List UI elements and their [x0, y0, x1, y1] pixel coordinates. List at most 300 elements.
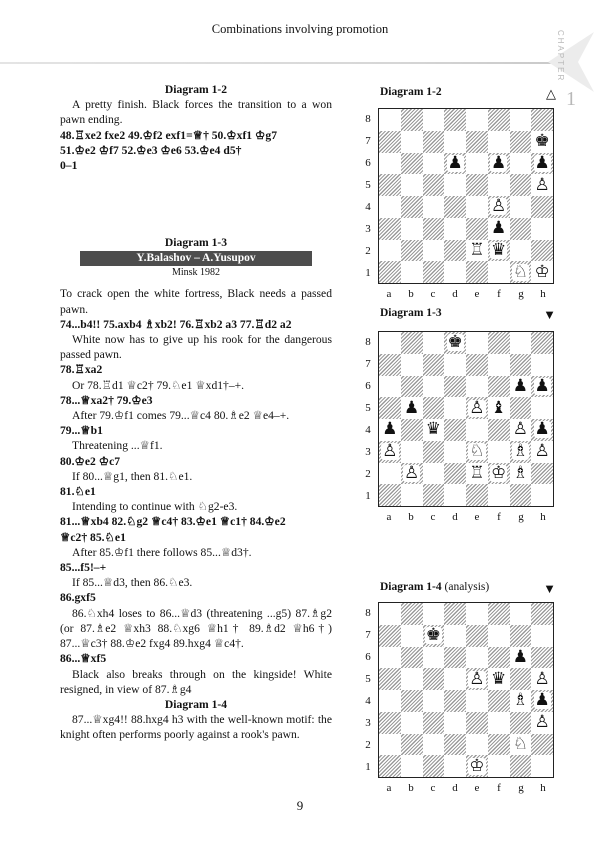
square-e7 [466, 131, 488, 153]
square-h5 [531, 397, 553, 419]
square-h4 [531, 419, 553, 441]
square-f1 [488, 484, 510, 506]
square-b2 [401, 240, 423, 262]
paragraph: After 79.♔f1 comes 79...♕c4 80.♗e2 ♕e4–+. [72, 409, 290, 423]
square-c8 [423, 603, 445, 625]
page-number: 9 [296, 798, 304, 813]
paragraph: A pretty finish. Black forces the transition to a won pawn ending. [60, 98, 332, 127]
square-d4 [444, 690, 466, 712]
square-d1 [444, 755, 466, 777]
square-a7 [379, 354, 401, 376]
white-king-icon: ♔ [469, 755, 485, 776]
square-a7 [379, 131, 401, 153]
file-label: d [452, 511, 458, 523]
square-d3 [444, 712, 466, 734]
white-rook-icon: ♖ [469, 239, 485, 260]
square-b7 [401, 625, 423, 647]
square-e1 [466, 484, 488, 506]
square-d2 [444, 240, 466, 262]
square-h8 [531, 332, 553, 354]
square-h4 [531, 196, 553, 218]
black-queen-icon: ♛ [491, 668, 507, 689]
square-e3 [466, 712, 488, 734]
square-d8 [444, 109, 466, 131]
square-h2 [531, 463, 553, 485]
square-h3 [531, 712, 553, 734]
black-pawn-icon: ♟ [382, 419, 398, 440]
square-f5 [488, 397, 510, 419]
move-line: 81.♘e1 [60, 485, 96, 499]
square-a7 [379, 625, 401, 647]
square-f3 [488, 712, 510, 734]
paragraph: Or 78.♖d1 ♕c2† 79.♘e1 ♕xd1†–+. [72, 378, 245, 392]
square-g3 [510, 441, 532, 463]
game-result: 0–1 [60, 159, 78, 173]
black-pawn-icon: ♟ [404, 397, 420, 418]
white-king-icon: ♔ [491, 462, 507, 483]
white-pawn-icon: ♙ [534, 712, 550, 733]
square-f2 [488, 240, 510, 262]
file-label: c [430, 782, 436, 794]
square-g5 [510, 174, 532, 196]
square-f7 [488, 131, 510, 153]
square-c7 [423, 625, 445, 647]
rank-label: 5 [365, 179, 371, 191]
square-c7 [423, 131, 445, 153]
square-e4 [466, 690, 488, 712]
square-f8 [488, 603, 510, 625]
square-h6 [531, 153, 553, 175]
square-a4 [379, 196, 401, 218]
square-f7 [488, 625, 510, 647]
rank-label: 3 [365, 223, 371, 235]
square-d8 [444, 332, 466, 354]
square-a6 [379, 153, 401, 175]
rank-label: 3 [365, 446, 371, 458]
square-h6 [531, 647, 553, 669]
square-c2 [423, 463, 445, 485]
file-label: d [452, 782, 458, 794]
rank-label: 7 [365, 358, 371, 370]
rank-labels [362, 108, 374, 284]
square-f4 [488, 690, 510, 712]
square-e8 [466, 332, 488, 354]
square-c2 [423, 734, 445, 756]
square-c3 [423, 218, 445, 240]
square-b5 [401, 668, 423, 690]
rank-label: 5 [365, 673, 371, 685]
move-line: 80.♔e2 ♔c7 [60, 454, 121, 468]
file-label: g [518, 288, 524, 300]
black-pawn-icon: ♟ [534, 690, 550, 711]
square-f4 [488, 419, 510, 441]
square-b3 [401, 441, 423, 463]
square-e7 [466, 354, 488, 376]
square-e8 [466, 109, 488, 131]
square-e6 [466, 376, 488, 398]
file-label: b [408, 511, 414, 523]
header-rule [0, 62, 560, 64]
white-king-icon: ♔ [534, 261, 550, 282]
square-a5 [379, 397, 401, 419]
square-g5 [510, 397, 532, 419]
file-label: e [474, 782, 480, 794]
square-f7 [488, 354, 510, 376]
square-c5 [423, 668, 445, 690]
white-bishop-icon: ♗ [512, 690, 528, 711]
square-e7 [466, 625, 488, 647]
file-labels [378, 511, 554, 523]
paragraph: White now has to give up his rook for the dangerous passed pawn. [60, 333, 332, 362]
paragraph: If 80...♕g1, then 81.♘e1. [72, 469, 193, 483]
square-b8 [401, 109, 423, 131]
file-label: a [386, 782, 392, 794]
black-pawn-icon: ♟ [512, 375, 528, 396]
file-label: e [474, 288, 480, 300]
paragraph: Black also breaks through on the kingside! White resigned, in view of 87.♗g4 [60, 667, 332, 696]
square-f3 [488, 218, 510, 240]
square-f6 [488, 153, 510, 175]
square-e1 [466, 261, 488, 283]
square-g4 [510, 196, 532, 218]
square-g6 [510, 647, 532, 669]
square-b2 [401, 463, 423, 485]
file-label: f [497, 782, 501, 794]
to-move-indicator: ▼ [543, 307, 556, 322]
square-g3 [510, 712, 532, 734]
rank-label: 1 [365, 267, 371, 279]
square-g7 [510, 131, 532, 153]
black-pawn-icon: ♟ [512, 646, 528, 667]
square-a1 [379, 261, 401, 283]
square-d1 [444, 484, 466, 506]
move-line: 86.gxf5 [60, 591, 96, 605]
square-f8 [488, 109, 510, 131]
white-pawn-icon: ♙ [382, 441, 398, 462]
square-h8 [531, 603, 553, 625]
move-line: 78.♖xa2 [60, 363, 103, 377]
file-label: e [474, 511, 480, 523]
paragraph: 87...♕xg4!! 88.hxg4 h3 with the well-known motif: the knight often performs poorly against a rook's pawn. [60, 713, 332, 742]
square-a5 [379, 668, 401, 690]
black-pawn-icon: ♟ [534, 375, 550, 396]
black-king-icon: ♚ [447, 332, 463, 353]
white-pawn-icon: ♙ [512, 419, 528, 440]
move-line: 48.♖xe2 fxe2 49.♔f2 exf1=♕† 50.♔xf1 ♔g7 [60, 128, 277, 142]
to-move-indicator: ▼ [543, 581, 556, 596]
square-d2 [444, 463, 466, 485]
paragraph: Threatening ...♕f1. [72, 439, 163, 453]
square-e6 [466, 647, 488, 669]
square-c8 [423, 109, 445, 131]
square-f8 [488, 332, 510, 354]
file-labels [378, 288, 554, 300]
square-h1 [531, 484, 553, 506]
black-pawn-icon: ♟ [491, 218, 507, 239]
square-e8 [466, 603, 488, 625]
square-g4 [510, 419, 532, 441]
square-e2 [466, 734, 488, 756]
square-h1 [531, 261, 553, 283]
diagram-title-main: Diagram 1-4 [380, 581, 442, 593]
square-f1 [488, 261, 510, 283]
white-knight-icon: ♘ [469, 441, 485, 462]
move-line: 85...f5!–+ [60, 561, 107, 575]
square-h3 [531, 218, 553, 240]
square-b3 [401, 218, 423, 240]
square-b7 [401, 131, 423, 153]
white-bishop-icon: ♗ [512, 462, 528, 483]
square-c3 [423, 441, 445, 463]
square-f5 [488, 174, 510, 196]
square-b5 [401, 397, 423, 419]
square-c5 [423, 397, 445, 419]
square-f2 [488, 734, 510, 756]
square-a2 [379, 240, 401, 262]
rank-label: 2 [365, 739, 371, 751]
square-g7 [510, 354, 532, 376]
square-e6 [466, 153, 488, 175]
square-a1 [379, 484, 401, 506]
square-c4 [423, 690, 445, 712]
rank-label: 5 [365, 402, 371, 414]
square-c4 [423, 419, 445, 441]
square-h7 [531, 131, 553, 153]
file-label: f [497, 288, 501, 300]
running-head: Combinations involving promotion [211, 22, 389, 36]
square-d6 [444, 376, 466, 398]
square-d7 [444, 354, 466, 376]
move-line: 81...♕xb4 82.♘g2 ♕c4† 83.♔e1 ♕c1† 84.♔e2 [60, 515, 286, 529]
diagram-1-4-heading: Diagram 1-4 [164, 697, 228, 711]
rank-label: 8 [365, 113, 371, 125]
square-g7 [510, 625, 532, 647]
square-e5 [466, 174, 488, 196]
square-d8 [444, 603, 466, 625]
white-pawn-icon: ♙ [534, 441, 550, 462]
file-label: c [430, 511, 436, 523]
rank-labels [362, 602, 374, 778]
rank-label: 1 [365, 490, 371, 502]
square-c7 [423, 354, 445, 376]
square-a3 [379, 441, 401, 463]
white-pawn-icon: ♙ [469, 668, 485, 689]
file-label: g [518, 511, 524, 523]
players-bar: Y.Balashov – A.Yusupov [80, 251, 312, 266]
square-c6 [423, 647, 445, 669]
square-g6 [510, 153, 532, 175]
square-g2 [510, 240, 532, 262]
file-label: h [540, 511, 546, 523]
square-d6 [444, 153, 466, 175]
square-g2 [510, 463, 532, 485]
square-h4 [531, 690, 553, 712]
file-labels [378, 782, 554, 794]
rank-label: 6 [365, 157, 371, 169]
square-a8 [379, 332, 401, 354]
chess-board [378, 331, 554, 507]
square-a1 [379, 755, 401, 777]
square-d6 [444, 647, 466, 669]
rank-label: 6 [365, 651, 371, 663]
square-e1 [466, 755, 488, 777]
paragraph: If 85...♕d3, then 86.♘e3. [72, 576, 193, 590]
square-h6 [531, 376, 553, 398]
square-b4 [401, 690, 423, 712]
chess-board [378, 602, 554, 778]
square-d1 [444, 261, 466, 283]
diagram-subtitle: (analysis) [444, 581, 490, 593]
square-c1 [423, 755, 445, 777]
file-label: f [497, 511, 501, 523]
square-d2 [444, 734, 466, 756]
square-c3 [423, 712, 445, 734]
square-d3 [444, 218, 466, 240]
square-b1 [401, 261, 423, 283]
black-pawn-icon: ♟ [534, 419, 550, 440]
square-b5 [401, 174, 423, 196]
file-label: h [540, 782, 546, 794]
move-line: 78...♕xa2† 79.♔e3 [60, 393, 153, 407]
square-g8 [510, 109, 532, 131]
square-g2 [510, 734, 532, 756]
square-e2 [466, 240, 488, 262]
square-h8 [531, 109, 553, 131]
square-a3 [379, 218, 401, 240]
file-label: b [408, 288, 414, 300]
square-a5 [379, 174, 401, 196]
square-e4 [466, 196, 488, 218]
square-b6 [401, 153, 423, 175]
rank-labels [362, 331, 374, 507]
black-pawn-icon: ♟ [534, 152, 550, 173]
square-b3 [401, 712, 423, 734]
square-a4 [379, 690, 401, 712]
square-c8 [423, 332, 445, 354]
paragraph: Intending to continue with ♘g2-e3. [72, 500, 238, 514]
move-line: 86...♕xf5 [60, 652, 107, 666]
square-h5 [531, 174, 553, 196]
paragraph: To crack open the white fortress, Black needs a passed pawn. [60, 287, 332, 316]
square-e3 [466, 218, 488, 240]
square-f6 [488, 647, 510, 669]
white-pawn-icon: ♙ [534, 668, 550, 689]
move-line: 74...b4!! 75.axb4 ♗xb2! 76.♖xb2 a3 77.♖d2 a2 [60, 317, 292, 331]
square-c5 [423, 174, 445, 196]
square-a8 [379, 603, 401, 625]
file-label: a [386, 511, 392, 523]
white-rook-icon: ♖ [469, 462, 485, 483]
file-label: a [386, 288, 392, 300]
file-label: g [518, 782, 524, 794]
rank-label: 2 [365, 245, 371, 257]
black-pawn-icon: ♟ [447, 152, 463, 173]
square-h2 [531, 240, 553, 262]
chapter-word: CHAPTER [556, 30, 565, 83]
diagram-title: Diagram 1-2 [380, 86, 442, 98]
square-a4 [379, 419, 401, 441]
square-f3 [488, 441, 510, 463]
square-b6 [401, 376, 423, 398]
square-d4 [444, 196, 466, 218]
square-h1 [531, 755, 553, 777]
move-line: 79...♕b1 [60, 424, 103, 438]
square-h7 [531, 354, 553, 376]
square-h3 [531, 441, 553, 463]
paragraph: 86.♘xh4 loses to 86...♕d3 (threatening ...g5) 87.♗g2 (or 87.♗e2 ♕xh3 88.♘xg6 ♕h1† 89.♗d2 ♕h6†) 87...♕c3† 88.♔e2 fxg4 89.hxg4 ♕c4†. [60, 606, 332, 651]
square-g5 [510, 668, 532, 690]
square-a8 [379, 109, 401, 131]
diagram-title: Diagram 1-3 [380, 307, 442, 319]
square-b1 [401, 484, 423, 506]
square-b8 [401, 332, 423, 354]
file-label: c [430, 288, 436, 300]
rank-label: 8 [365, 607, 371, 619]
square-g6 [510, 376, 532, 398]
square-a2 [379, 463, 401, 485]
square-b2 [401, 734, 423, 756]
square-f4 [488, 196, 510, 218]
square-e2 [466, 463, 488, 485]
square-a3 [379, 712, 401, 734]
square-d4 [444, 419, 466, 441]
text-column [60, 82, 332, 743]
square-b8 [401, 603, 423, 625]
rank-label: 2 [365, 468, 371, 480]
square-g1 [510, 261, 532, 283]
move-line: 51.♔e2 ♔f7 52.♔e3 ♔e6 53.♔e4 d5† [60, 143, 242, 157]
white-knight-icon: ♘ [512, 733, 528, 754]
square-e5 [466, 397, 488, 419]
black-queen-icon: ♛ [425, 419, 441, 440]
rank-label: 4 [365, 424, 371, 436]
rank-label: 7 [365, 629, 371, 641]
black-pawn-icon: ♟ [491, 152, 507, 173]
chapter-number: 1 [566, 88, 576, 110]
square-d7 [444, 625, 466, 647]
square-g8 [510, 332, 532, 354]
rank-label: 8 [365, 336, 371, 348]
black-king-icon: ♚ [534, 131, 550, 152]
square-a6 [379, 376, 401, 398]
diagram-1-3-heading: Diagram 1-3 [164, 236, 228, 250]
square-a2 [379, 734, 401, 756]
white-pawn-icon: ♙ [404, 462, 420, 483]
square-d5 [444, 397, 466, 419]
square-b7 [401, 354, 423, 376]
black-queen-icon: ♛ [491, 239, 507, 260]
square-c2 [423, 240, 445, 262]
chess-board [378, 108, 554, 284]
white-knight-icon: ♘ [512, 261, 528, 282]
black-bishop-icon: ♝ [491, 397, 507, 418]
white-bishop-icon: ♗ [512, 441, 528, 462]
black-king-icon: ♚ [425, 625, 441, 646]
white-pawn-icon: ♙ [491, 196, 507, 217]
square-a6 [379, 647, 401, 669]
square-f6 [488, 376, 510, 398]
square-e5 [466, 668, 488, 690]
white-pawn-icon: ♙ [469, 397, 485, 418]
square-e3 [466, 441, 488, 463]
square-c6 [423, 153, 445, 175]
game-place: Minsk 1982 [171, 267, 221, 279]
square-g1 [510, 755, 532, 777]
square-d5 [444, 174, 466, 196]
square-h7 [531, 625, 553, 647]
square-h5 [531, 668, 553, 690]
square-g4 [510, 690, 532, 712]
